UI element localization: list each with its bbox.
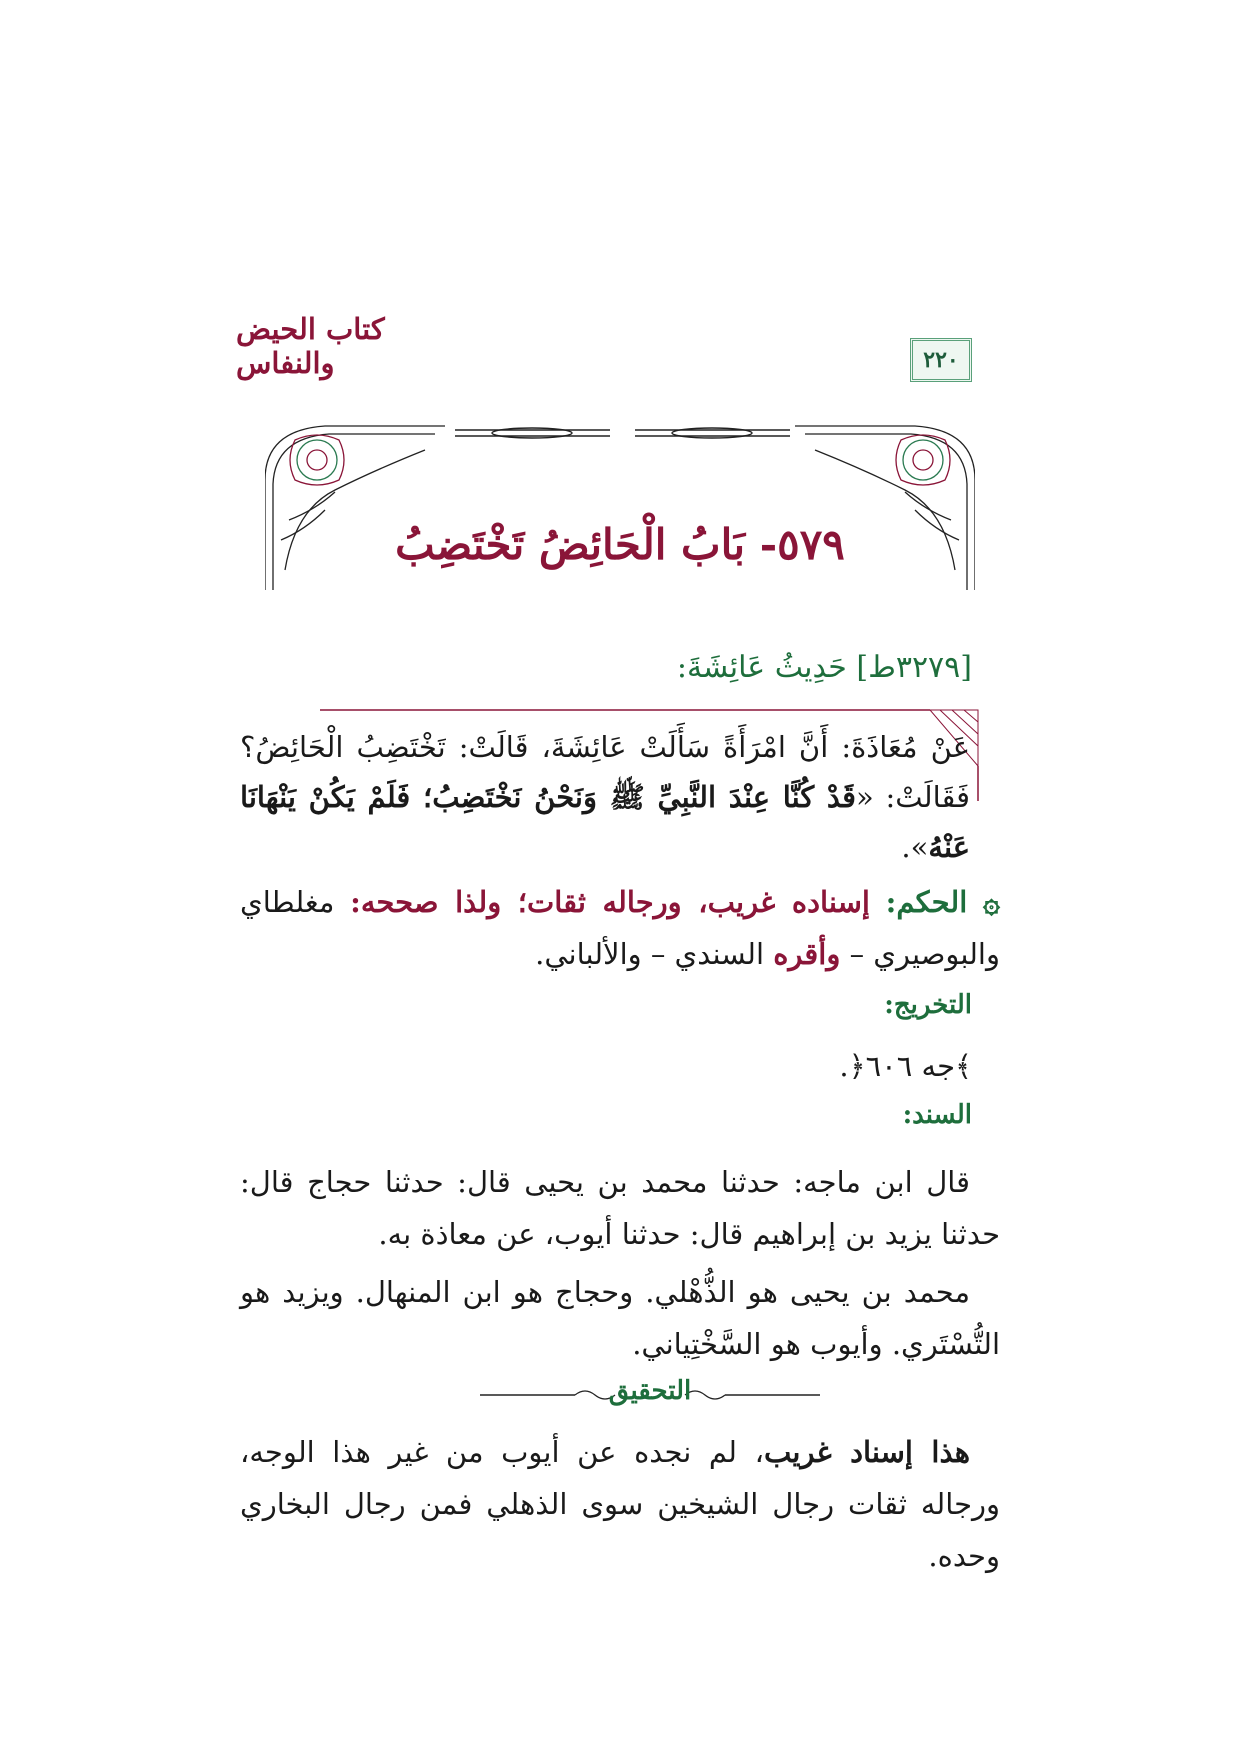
hadith-title: حَدِيثُ عَائِشَةَ: <box>676 650 847 685</box>
chapter-title: ٥٧٩- بَابُ الْحَائِضُ تَخْتَضِبُ <box>395 520 845 569</box>
ruling-scholars-1: مغلطاي والبوصيري – <box>240 885 1000 971</box>
hadith-quote: قَدْ كُنَّا عِنْدَ النَّبِيِّ ﷺ وَنَحْنُ نَخْتَضِبُ؛ فَلَمْ يَكُنْ يَنْهَانَا عَنْهُ <box>240 780 970 864</box>
running-title: كتاب الحيض والنفاس <box>236 312 385 380</box>
page-number: ٢٢٠ <box>923 347 959 373</box>
ruling-symbol-icon: ۞ <box>983 885 1001 919</box>
ruling-scholars-2: السندي – والألباني. <box>535 937 764 971</box>
hadith-heading <box>677 650 972 685</box>
sanad-label: السند: <box>902 1100 972 1130</box>
takhrij-label: التخريج: <box>884 990 972 1020</box>
sanad-text: قال ابن ماجه: حدثنا محمد بن يحيى قال: حدثنا حجاج قال: حدثنا يزيد بن إبراهيم قال: حدثنا أيوب، عن معاذة به. <box>240 1165 1000 1251</box>
hadith-text-plain: عَنْ مُعَاذَةَ: أَنَّ امْرَأَةً سَأَلَتْ عَائِشَةَ، قَالَتْ: تَخْتَضِبُ الْحَائِضُ؟ فَقَالَتْ: « <box>240 730 970 814</box>
ruling-label: الحكم: <box>885 885 968 919</box>
ornament-rail-icon <box>455 428 790 438</box>
narrators-text: محمد بن يحيى هو الذُّهْلي. وحجاج هو ابن المنهال. ويزيد هو التُّسْتَري. وأيوب هو السَّخْتِياني. <box>240 1275 1000 1361</box>
hadith-text-end: ». <box>901 830 929 864</box>
tahqiq-text <box>240 1426 1000 1582</box>
ruling-approved-label: وأقره <box>773 937 841 971</box>
ruling-paragraph <box>240 876 1000 980</box>
hadith-number: [٣٢٧٩ط] <box>856 650 972 685</box>
tahqiq-body: ، لم نجده عن أيوب من غير هذا الوجه، ورجاله ثقات رجال الشيخين سوى الذهلي فمن رجال البخاري وحده. <box>240 1435 1000 1573</box>
takhrij-text: ﴾جه ٦٠٦﴿. <box>839 1049 972 1083</box>
page-number-box <box>910 338 972 382</box>
tahqiq-lead: هذا إسناد غريب <box>763 1435 970 1469</box>
ruling-verdict: إسناده غريب، ورجاله ثقات؛ ولذا صححه: <box>350 885 870 919</box>
hadith-text <box>240 722 970 872</box>
tahqiq-label: التحقيق <box>608 1376 692 1406</box>
